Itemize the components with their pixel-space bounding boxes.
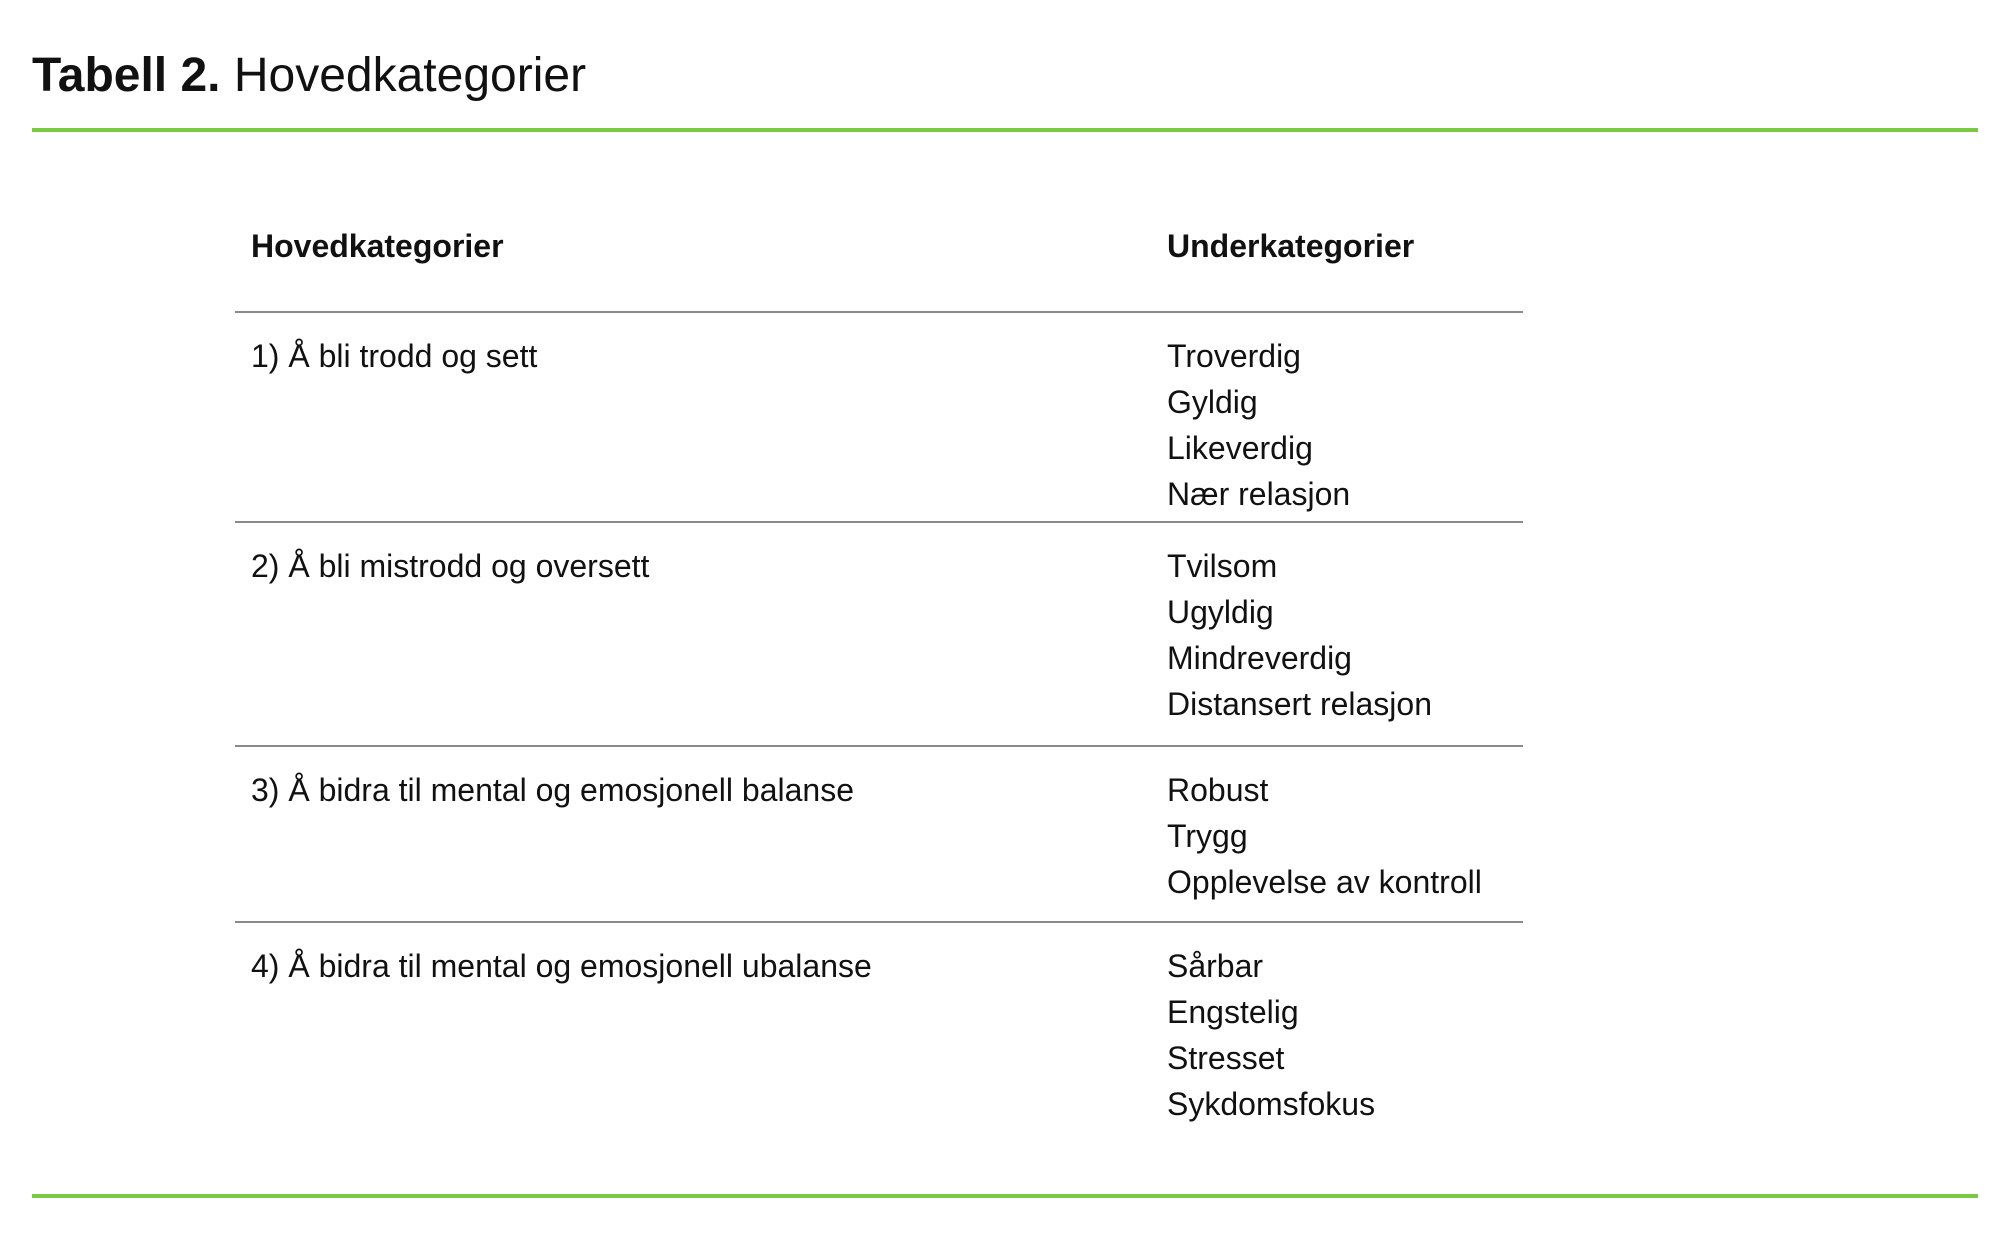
top-accent-rule (32, 128, 1978, 132)
sub-category-item: Ugyldig (1167, 594, 1274, 630)
main-category-cell: 2) Å bli mistrodd og oversett (251, 548, 650, 584)
sub-category-item: Troverdig (1167, 338, 1301, 374)
sub-category-item: Tvilsom (1167, 548, 1278, 584)
sub-category-item: Sårbar (1167, 948, 1264, 984)
table-row (235, 923, 1523, 1133)
main-category-cell: 3) Å bidra til mental og emosjonell balanse (251, 772, 854, 808)
sub-category-item: Engstelig (1167, 994, 1299, 1030)
caption-label: Tabell 2. (32, 49, 221, 102)
sub-category-list (1167, 333, 1350, 517)
sub-category-item: Trygg (1167, 818, 1248, 854)
sub-category-item: Likeverdig (1167, 430, 1313, 466)
sub-category-item: Opplevelse av kontroll (1167, 864, 1482, 900)
categories-table (235, 205, 1523, 1133)
header-sub-category: Underkategorier (1167, 228, 1415, 264)
caption-title: Hovedkategorier (233, 49, 587, 102)
main-category-cell: 4) Å bidra til mental og emosjonell ubalanse (251, 948, 872, 984)
sub-category-item: Gyldig (1167, 384, 1258, 420)
bottom-accent-rule (32, 1194, 1978, 1198)
table-row (235, 747, 1523, 923)
main-category-cell: 1) Å bli trodd og sett (251, 338, 538, 374)
sub-category-list (1167, 943, 1375, 1127)
sub-category-list (1167, 767, 1482, 905)
sub-category-item: Sykdomsfokus (1167, 1086, 1376, 1122)
header-main-category: Hovedkategorier (251, 228, 504, 264)
sub-category-item: Stresset (1167, 1040, 1285, 1076)
sub-category-list (1167, 543, 1432, 727)
table-caption (32, 44, 586, 108)
table-row (235, 523, 1523, 747)
sub-category-item: Mindreverdig (1167, 640, 1352, 676)
table-row (235, 313, 1523, 523)
sub-category-item: Distansert relasjon (1167, 686, 1432, 722)
sub-category-item: Nær relasjon (1167, 476, 1351, 512)
sub-category-item: Robust (1167, 772, 1269, 808)
table-header-row (235, 205, 1523, 313)
